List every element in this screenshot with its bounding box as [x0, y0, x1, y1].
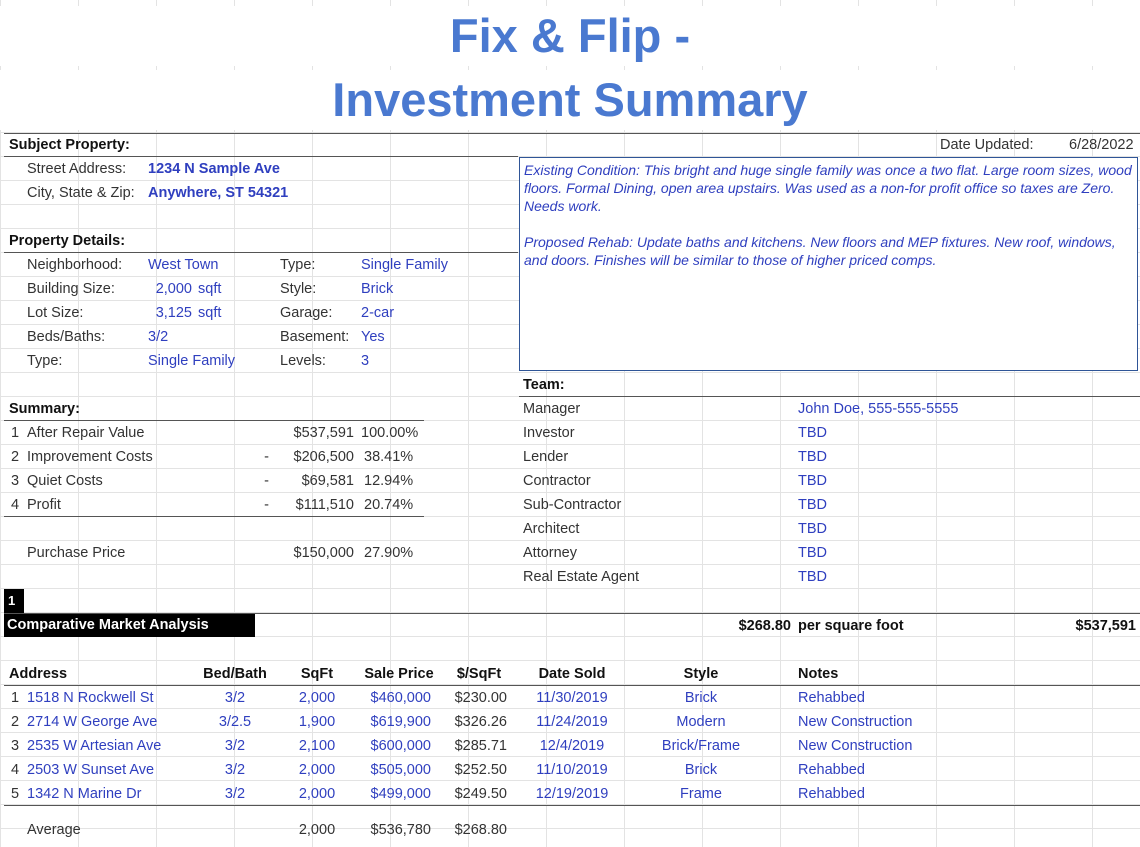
comp-price-per-sqft: $326.26 — [454, 714, 507, 730]
divider — [4, 420, 424, 421]
column-header-sale-price[interactable]: Sale Price — [364, 666, 434, 682]
city-state-zip-label: City, State & Zip: — [27, 185, 135, 201]
average-price-per-sqft: $268.80 — [454, 822, 507, 838]
detail-value[interactable]: West Town — [148, 257, 219, 273]
comp-notes[interactable]: Rehabbed — [798, 690, 865, 706]
comp-address[interactable]: 2714 W George Ave — [27, 714, 158, 730]
divider — [4, 252, 518, 253]
summary-amount: $111,510 — [295, 497, 354, 513]
cma-total-value: $537,591 — [1075, 618, 1136, 634]
comp-sale-price[interactable]: $505,000 — [370, 762, 431, 778]
comp-bedbath[interactable]: 3/2 — [224, 690, 246, 706]
comp-price-per-sqft: $285.71 — [454, 738, 507, 754]
comp-bedbath[interactable]: 3/2.5 — [218, 714, 252, 730]
date-updated-label: Date Updated: — [940, 137, 1034, 153]
team-member[interactable]: TBD — [798, 449, 827, 465]
team-role: Real Estate Agent — [523, 569, 640, 585]
team-member[interactable]: John Doe, 555-555-5555 — [798, 401, 959, 417]
column-header-bedbath[interactable]: Bed/Bath — [203, 666, 267, 682]
column-header-sqft[interactable]: SqFt — [300, 666, 334, 682]
average-label: Average — [27, 822, 81, 838]
divider — [4, 805, 1140, 806]
summary-percent: 20.74% — [364, 497, 414, 513]
comp-row-number: 3 — [11, 738, 20, 754]
team-role: Manager — [523, 401, 581, 417]
detail-value[interactable]: 3,125 — [155, 305, 192, 321]
detail-value[interactable]: 3/2 — [148, 329, 169, 345]
detail-value[interactable]: Single Family — [361, 257, 449, 273]
summary-label: After Repair Value — [27, 425, 145, 441]
purchase-price-amount[interactable]: $150,000 — [293, 545, 354, 561]
detail-value[interactable]: 3 — [361, 353, 370, 369]
column-header-style[interactable]: Style — [683, 666, 719, 682]
detail-unit: sqft — [198, 281, 222, 297]
detail-value[interactable]: 2-car — [361, 305, 395, 321]
purchase-price-percent: 27.90% — [364, 545, 414, 561]
detail-value[interactable]: Brick — [361, 281, 394, 297]
comp-sale-price[interactable]: $460,000 — [370, 690, 431, 706]
summary-percent: 12.94% — [364, 473, 414, 489]
page-title-line-2: Investment Summary — [0, 70, 1140, 130]
detail-label: Neighborhood: — [27, 257, 123, 273]
team-role: Lender — [523, 449, 569, 465]
team-member[interactable]: TBD — [798, 473, 827, 489]
team-role: Contractor — [523, 473, 591, 489]
divider — [4, 685, 1140, 686]
comp-notes[interactable]: Rehabbed — [798, 786, 865, 802]
comp-sqft[interactable]: 2,000 — [298, 762, 336, 778]
comp-row-number: 2 — [11, 714, 20, 730]
comp-style[interactable]: Frame — [680, 786, 722, 802]
comp-date-sold[interactable]: 11/30/2019 — [536, 690, 608, 706]
cma-tab-number[interactable]: 1 — [4, 589, 24, 613]
comp-price-per-sqft: $230.00 — [454, 690, 507, 706]
comp-date-sold[interactable]: 12/19/2019 — [535, 786, 609, 802]
summary-heading: Summary: — [9, 401, 80, 417]
detail-label: Basement: — [280, 329, 350, 345]
detail-label: Levels: — [280, 353, 326, 369]
comp-row-number: 5 — [11, 786, 20, 802]
comp-bedbath[interactable]: 3/2 — [224, 786, 246, 802]
existing-condition-text: Existing Condition: This bright and huge single family was once a two flat. Large room sizes, wood floors. Formal Dining, open area upstairs. Was used as a non-for profit office so taxes are Zero. Needs work. — [524, 162, 1132, 214]
comp-date-sold[interactable]: 12/4/2019 — [539, 738, 605, 754]
team-role: Sub-Contractor — [523, 497, 622, 513]
street-address-label: Street Address: — [27, 161, 127, 177]
detail-label: Style: — [280, 281, 317, 297]
city-state-zip-value[interactable]: Anywhere, ST 54321 — [148, 185, 289, 201]
comp-address[interactable]: 2535 W Artesian Ave — [27, 738, 162, 754]
summary-sign: - — [264, 497, 269, 513]
detail-label: Building Size: — [27, 281, 115, 297]
summary-percent: 100.00% — [361, 425, 419, 441]
column-header-price-per-sqft[interactable]: $/SqFt — [456, 666, 502, 682]
summary-sign: - — [264, 473, 269, 489]
comp-style[interactable]: Brick/Frame — [661, 738, 741, 754]
street-address-value[interactable]: 1234 N Sample Ave — [148, 161, 280, 177]
divider — [4, 156, 518, 157]
cma-price-per-sqft: $268.80 — [738, 618, 791, 634]
comp-bedbath[interactable]: 3/2 — [224, 738, 246, 754]
team-member[interactable]: TBD — [798, 569, 827, 585]
comp-style[interactable]: Modern — [676, 714, 726, 730]
comp-style[interactable]: Brick — [684, 762, 718, 778]
summary-amount: $69,581 — [301, 473, 354, 489]
summary-amount: $537,591 — [293, 425, 354, 441]
cma-per-sqft-label: per square foot — [798, 618, 904, 634]
team-role: Investor — [523, 425, 575, 441]
divider — [4, 516, 424, 517]
comp-price-per-sqft: $249.50 — [454, 786, 507, 802]
comp-address[interactable]: 1342 N Marine Dr — [27, 786, 142, 802]
comp-notes[interactable]: New Construction — [798, 738, 913, 754]
comp-row-number: 4 — [11, 762, 20, 778]
column-header-date-sold[interactable]: Date Sold — [538, 666, 606, 682]
comp-sale-price[interactable]: $619,900 — [370, 714, 431, 730]
summary-percent: 38.41% — [364, 449, 414, 465]
comp-date-sold[interactable]: 11/10/2019 — [536, 762, 608, 778]
comp-bedbath[interactable]: 3/2 — [224, 762, 246, 778]
detail-label: Type: — [280, 257, 316, 273]
summary-row-number: 2 — [11, 449, 20, 465]
summary-label: Profit — [27, 497, 61, 513]
comp-style[interactable]: Brick — [684, 690, 718, 706]
comp-notes[interactable]: Rehabbed — [798, 762, 865, 778]
summary-row-number: 4 — [11, 497, 20, 513]
team-role: Attorney — [523, 545, 577, 561]
property-notes-box[interactable] — [519, 157, 1138, 371]
detail-label: Type: — [27, 353, 63, 369]
detail-value[interactable]: Single Family — [148, 353, 236, 369]
team-member[interactable]: TBD — [798, 521, 827, 537]
property-details-heading: Property Details: — [9, 233, 126, 249]
purchase-price-label: Purchase Price — [27, 545, 126, 561]
summary-row-number: 1 — [11, 425, 20, 441]
detail-unit: sqft — [198, 305, 222, 321]
comp-sale-price[interactable]: $600,000 — [370, 738, 431, 754]
proposed-rehab-text: Proposed Rehab: Update baths and kitchens. New floors and MEP fixtures. New roof, windows, and doors. Finishes will be similar to those of higher priced comps. — [524, 234, 1116, 268]
team-member[interactable]: TBD — [798, 545, 827, 561]
summary-label: Quiet Costs — [27, 473, 103, 489]
page-title-line-1: Fix & Flip - — [0, 6, 1140, 66]
detail-value[interactable]: Yes — [361, 329, 385, 345]
divider — [4, 133, 1140, 134]
comp-sqft[interactable]: 1,900 — [298, 714, 336, 730]
team-heading: Team: — [523, 377, 565, 393]
comp-date-sold[interactable]: 11/24/2019 — [536, 714, 608, 730]
comp-sale-price[interactable]: $499,000 — [370, 786, 431, 802]
comp-notes[interactable]: New Construction — [798, 714, 913, 730]
average-sale-price: $536,780 — [370, 822, 431, 838]
comp-row-number: 1 — [11, 690, 20, 706]
detail-label: Beds/Baths: — [27, 329, 106, 345]
comp-sqft[interactable]: 2,000 — [298, 786, 336, 802]
divider — [519, 396, 1140, 397]
summary-row-number: 3 — [11, 473, 20, 489]
comp-address[interactable]: 1518 N Rockwell St — [27, 690, 154, 706]
date-updated-value[interactable]: 6/28/2022 — [1069, 137, 1134, 153]
team-member[interactable]: TBD — [798, 425, 827, 441]
summary-sign: - — [264, 449, 269, 465]
comp-sqft[interactable]: 2,000 — [298, 690, 336, 706]
summary-amount: $206,500 — [293, 449, 354, 465]
column-header-address[interactable]: Address — [9, 666, 68, 682]
detail-value[interactable]: 2,000 — [155, 281, 192, 297]
detail-label: Lot Size: — [27, 305, 84, 321]
average-sqft: 2,000 — [298, 822, 336, 838]
comp-sqft[interactable]: 2,100 — [298, 738, 336, 754]
comp-price-per-sqft: $252.50 — [454, 762, 507, 778]
team-role: Architect — [523, 521, 580, 537]
cma-heading: Comparative Market Analysis — [4, 614, 255, 637]
comp-address[interactable]: 2503 W Sunset Ave — [27, 762, 155, 778]
detail-label: Garage: — [280, 305, 333, 321]
column-header-notes[interactable]: Notes — [798, 666, 839, 682]
summary-label: Improvement Costs — [27, 449, 153, 465]
subject-heading: Subject Property: — [9, 137, 130, 153]
team-member[interactable]: TBD — [798, 497, 827, 513]
